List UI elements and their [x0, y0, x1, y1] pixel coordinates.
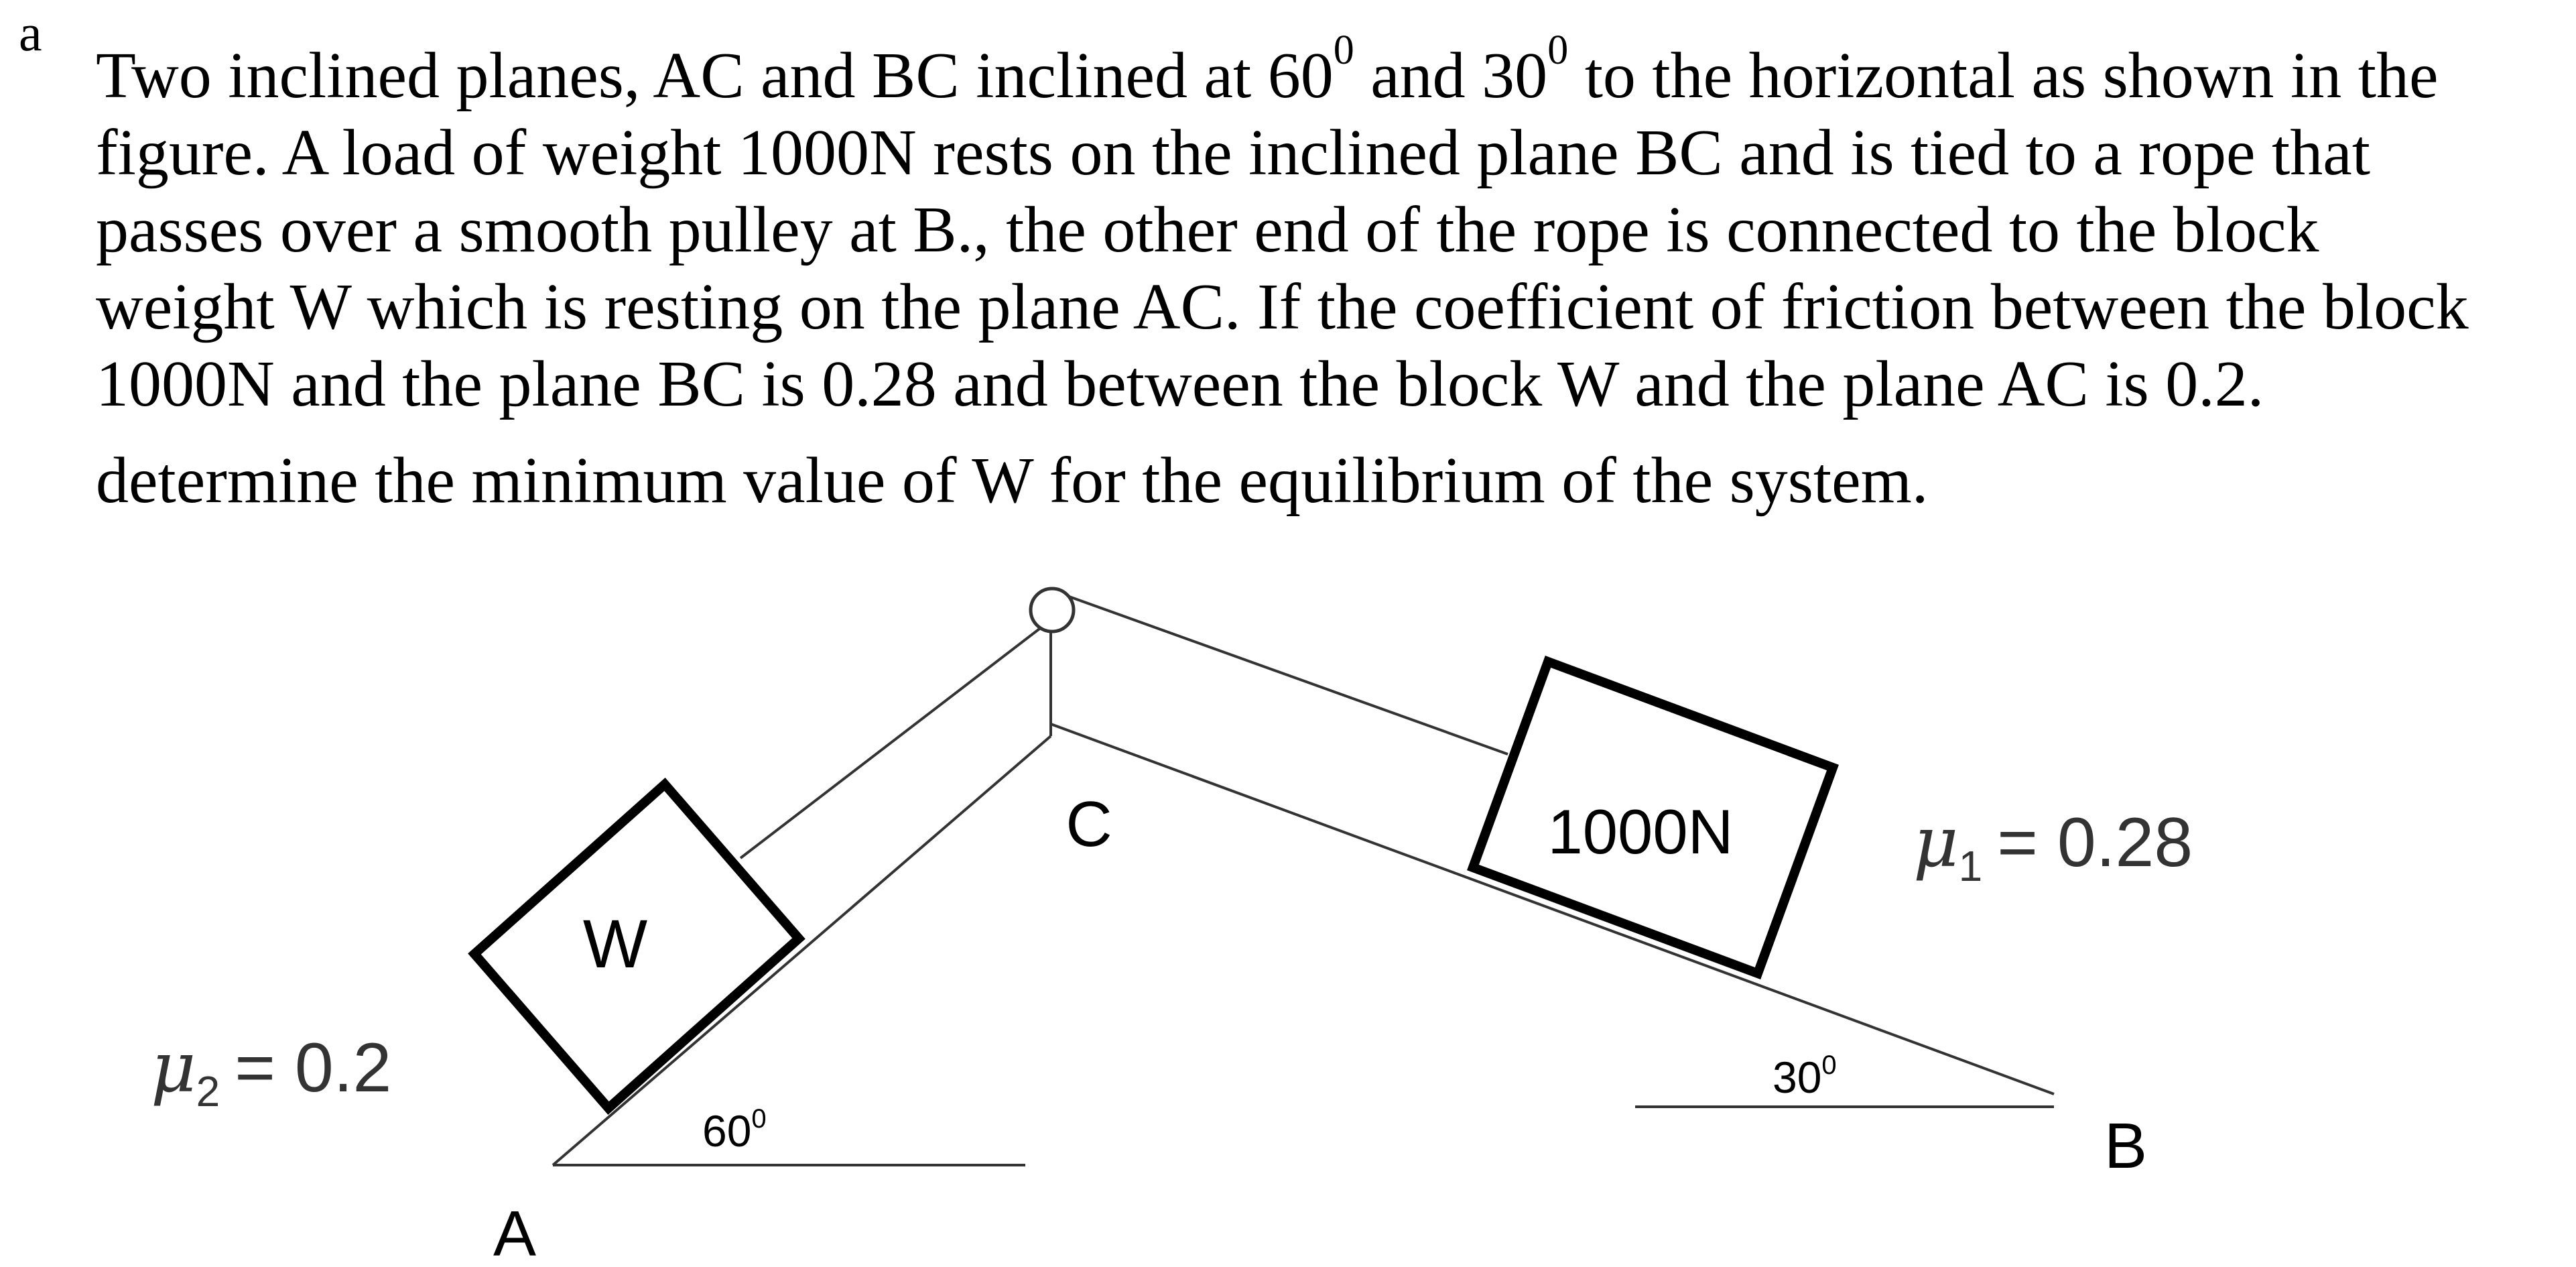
- block-w-label: W: [582, 906, 648, 982]
- problem-line-3: passes over a smooth pulley at B., the other end of the rope is connected to the block: [96, 194, 2319, 266]
- point-c-label: C: [1066, 788, 1112, 860]
- degree-mark: 0: [1333, 27, 1354, 73]
- problem-line-4: weight W which is resting on the plane AC. If the coefficient of friction between the block: [96, 271, 2469, 343]
- point-a-label: A: [493, 1198, 537, 1267]
- mu2-label: $\mu_2 = 0.2$: [151, 1026, 392, 1115]
- pulley-icon: [1031, 589, 1074, 631]
- question-label: a: [19, 3, 42, 62]
- angle-a-label: $60^0$: [702, 1104, 767, 1156]
- degree-mark: 0: [1547, 27, 1569, 73]
- problem-line-5: 1000N and the plane BC is 0.28 and between the block W and the plane AC is 0.2.: [96, 348, 2264, 420]
- problem-line-2: figure. A load of weight 1000N rests on the inclined plane BC and is tied to a rope that: [96, 117, 2370, 189]
- block-load-label: 1000N: [1547, 796, 1734, 867]
- point-b-label: B: [2104, 1110, 2148, 1182]
- problem-line-1: Two inclined planes, AC and BC inclined at $60^0$ and $30^0$ to the horizontal as shown in the: [96, 27, 2439, 112]
- mu1-label: $\mu_1 = 0.28$: [1913, 801, 2193, 890]
- rope-ac: [740, 627, 1042, 858]
- angle-b-label: $30^0$: [1773, 1050, 1837, 1102]
- rope-bc: [1066, 595, 1508, 754]
- question-ask: determine the minimum value of W for the equilibrium of the system.: [96, 444, 1929, 517]
